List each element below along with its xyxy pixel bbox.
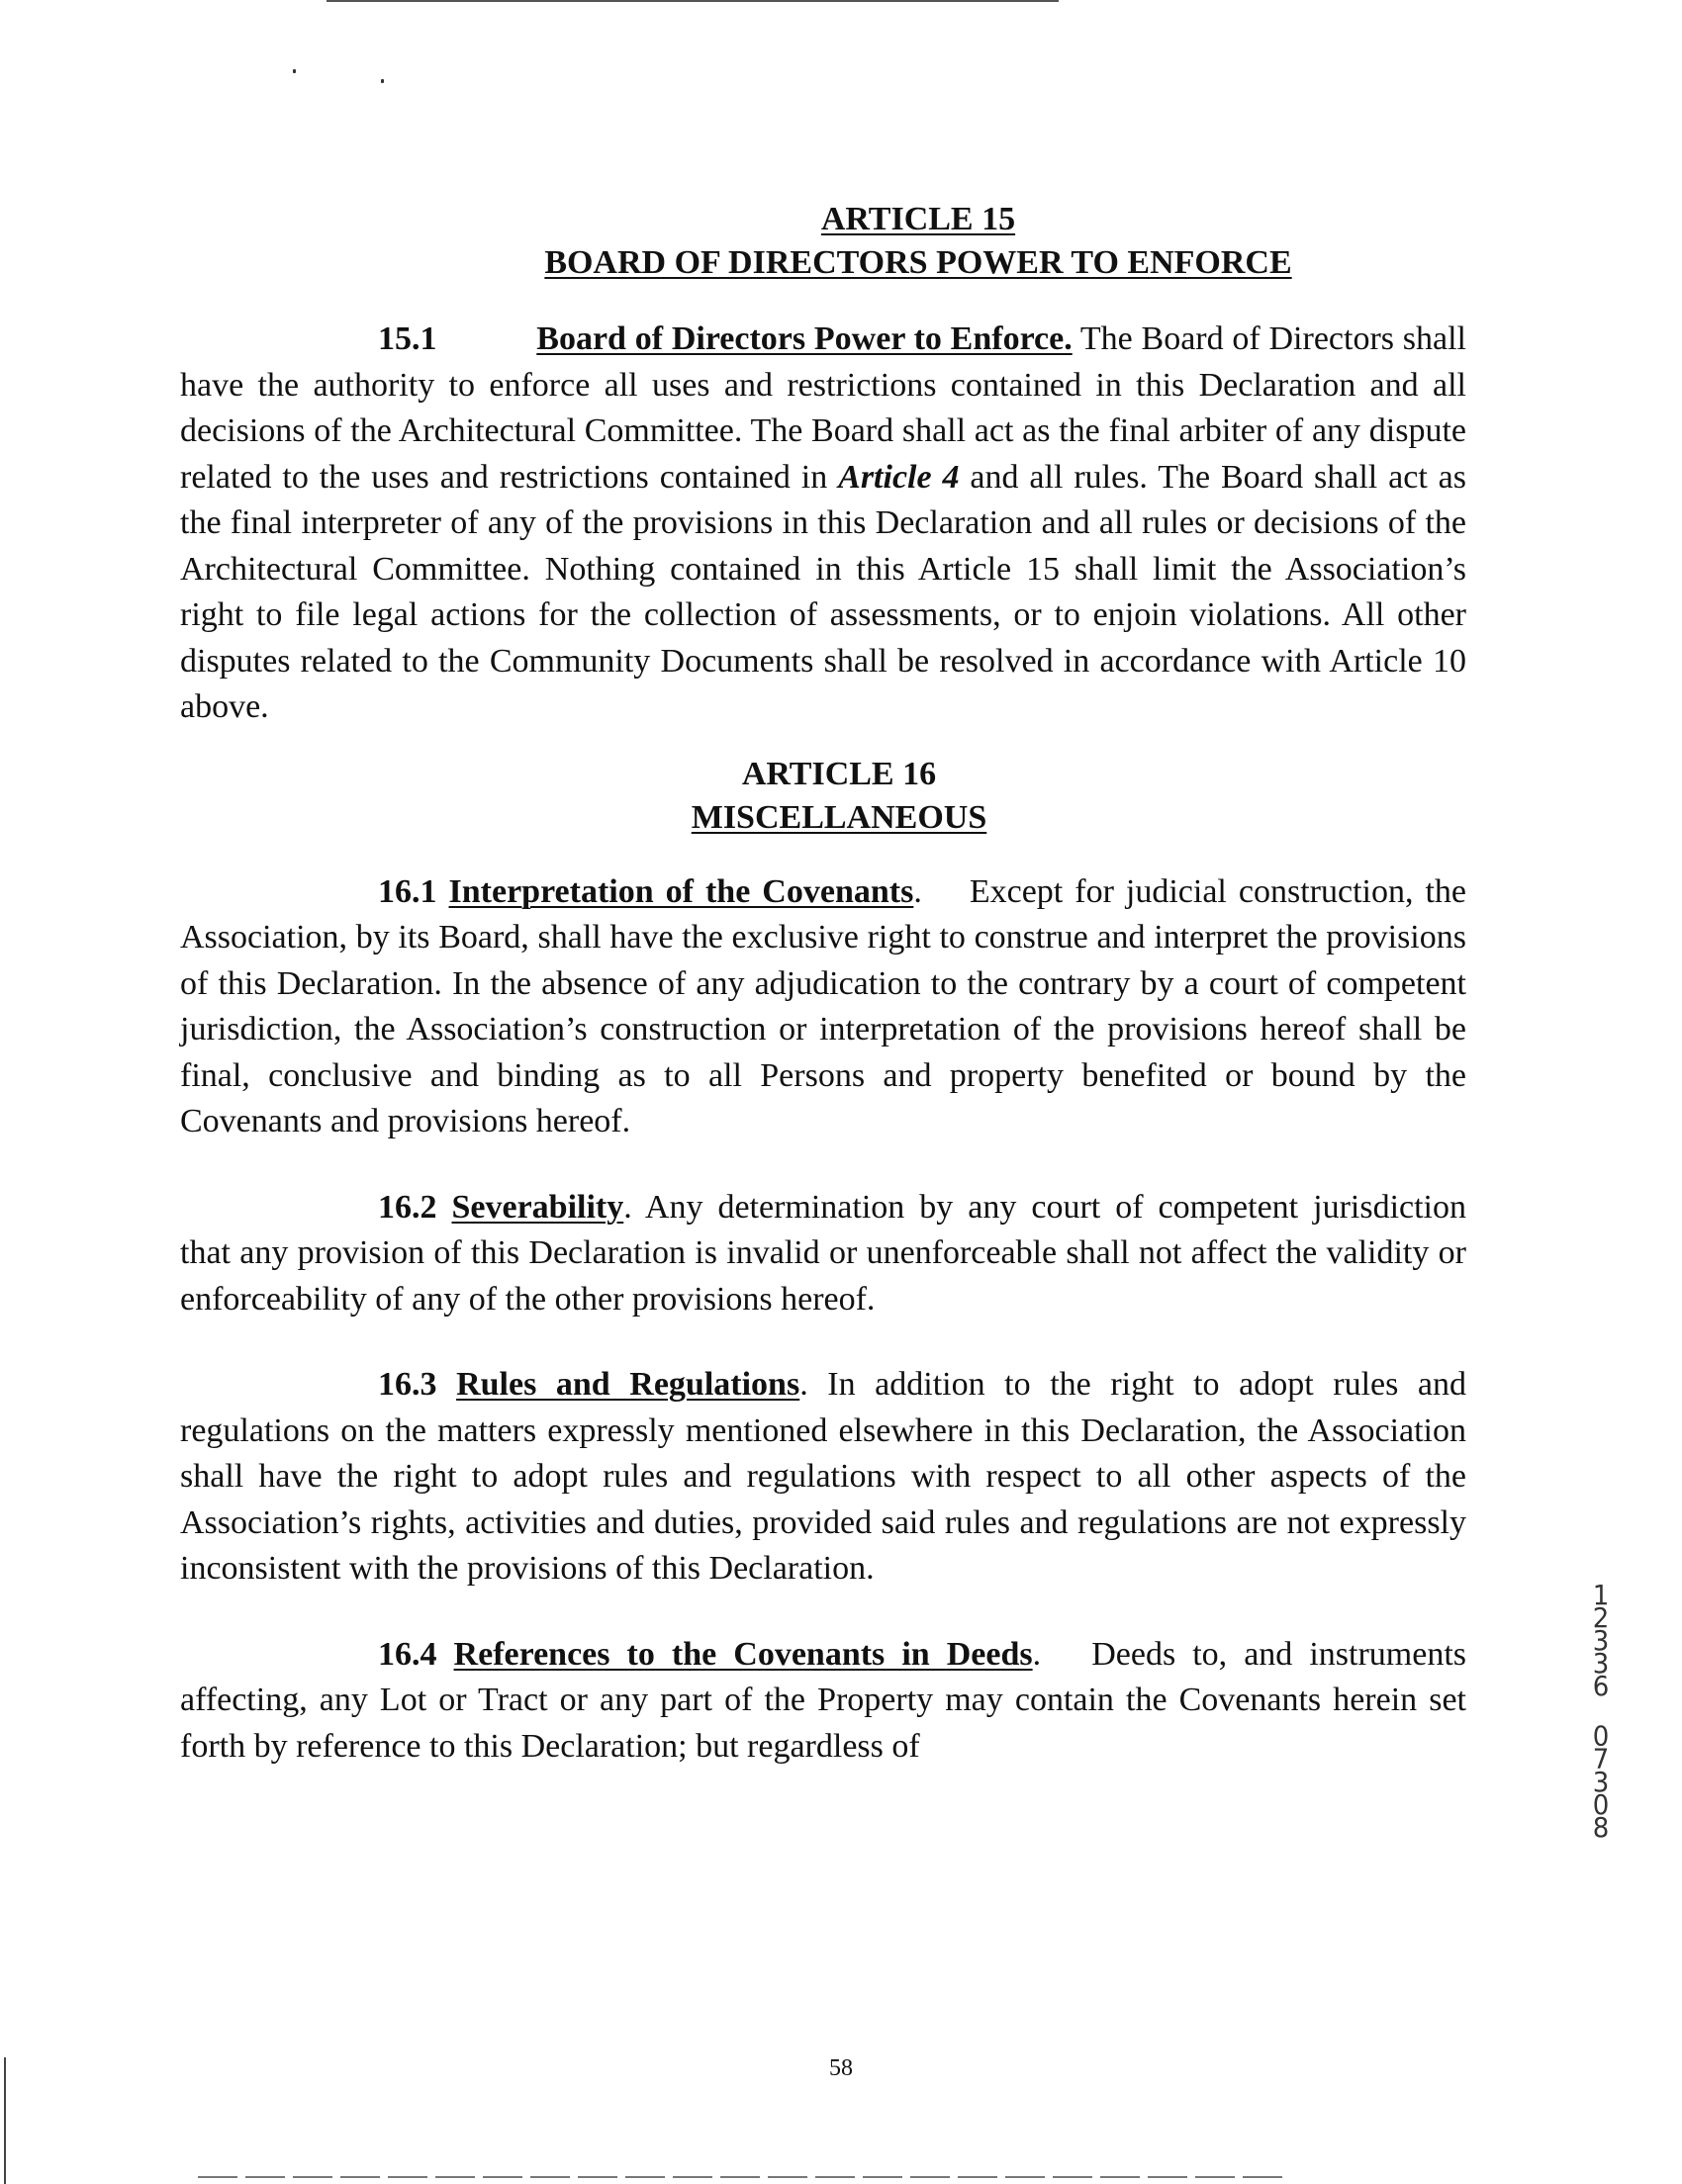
scan-speck bbox=[381, 79, 384, 83]
margin-recording-stamp bbox=[1588, 1580, 1614, 1845]
section-16-4-title: References to the Covenants in Deeds bbox=[453, 1635, 1033, 1673]
stamp-digit: 8 bbox=[1592, 1812, 1610, 1845]
scan-artifact-bottom bbox=[198, 2176, 1286, 2178]
section-16-2-title: Severability bbox=[451, 1188, 624, 1226]
section-15-1-title: Board of Directors Power to Enforce. bbox=[536, 320, 1073, 357]
stamp-digit: 3 bbox=[1592, 1648, 1610, 1681]
stamp-digit: 0 bbox=[1592, 1721, 1610, 1753]
stamp-digit: 7 bbox=[1592, 1744, 1610, 1776]
section-15-1 bbox=[180, 317, 1466, 731]
article-16-title: MISCELLANEOUS bbox=[691, 798, 987, 836]
stamp-digit: 6 bbox=[1592, 1672, 1610, 1703]
section-16-1-title: Interpretation of the Covenants bbox=[448, 872, 914, 910]
stamp-digit: 1 bbox=[1592, 1580, 1610, 1612]
article-15-label: ARTICLE 15 bbox=[820, 201, 1016, 237]
section-16-1-number: 16.1 bbox=[378, 872, 437, 910]
document-page bbox=[180, 198, 1466, 1770]
section-16-3-text: In addition to the right to adopt rules and regulations on the matters expressly mentioned elsewhere in this Declaration, the Association shall have the right to adopt rules and regulations with respect to all other aspects of the Association’s rights, activities and duties, provided said rules and regulations are not expressly inconsistent with the provisions of this Declaration. bbox=[180, 1366, 1467, 1587]
section-16-2-number: 16.2 bbox=[378, 1188, 437, 1226]
section-16-3: 16.3 Rules and Regulations. In addition to the right to adopt rules and regulations on the matters expressly mentioned elsewhere in this Declaration, the Association shall have the right to adopt rules and regulations with respect to all other aspects of the Association’s rights, activities and duties, provided said rules and regulations are not expressly inconsistent with the provisions of this Declaration. bbox=[180, 1366, 1467, 1587]
section-15-1-text-b: and all rules. The Board shall act as the final interpreter of any of the provisions in this Declaration and all rules or decisions of the Architectural Committee. Nothing contained in this Article 15 shall limit the Association’s right to file legal actions for the collection of assessments, or to enjoin violations. All other disputes related to the Community Documents shall be resolved in accordance with Article 10 above. bbox=[180, 458, 1467, 725]
section-16-4: 16.4 References to the Covenants in Deeds. Deeds to, and instruments affecting, any Lot or Tract or any part of the Property may contain the Covenants herein set forth by reference to this Declaration; but regardless of bbox=[180, 1635, 1467, 1765]
section-16-2: 16.2 Severability. Any determination by any court of competent jurisdiction that any provision of this Declaration is invalid or unenforceable shall not affect the validity or enforceability of any of the other provisions hereof. bbox=[180, 1188, 1467, 1318]
article-15-title: BOARD OF DIRECTORS POWER TO ENFORCE bbox=[544, 244, 1292, 281]
section-16-4-number: 16.4 bbox=[378, 1635, 437, 1673]
section-15-1-text-a: The Board of Directors shall have the authority to enforce all uses and restrictions contained in this Declaration and all decisions of the Architectural Committee. The Board shall act as the final arbiter of any dispute related to the uses and restrictions contained in bbox=[180, 320, 1466, 496]
section-15-1-article-ref: Article 4 bbox=[838, 458, 960, 496]
section-16-1: 16.1 Interpretation of the Covenants. Except for judicial construction, the Association, by its Board, shall have the exclusive right to construe and interpret the provisions of this Declaration. In the absence of any adjudication to the contrary by a court of competent jurisdiction, the Association’s construction or interpretation of the provisions hereof shall be final, conclusive and binding as to all Persons and property benefited or bound by the Covenants and provisions hereof. bbox=[180, 872, 1467, 1139]
section-16-2-text: Any determination by any court of competent jurisdiction that any provision of this Declaration is invalid or unenforceable shall not affect the validity or enforceability of any of the other provisions hereof. bbox=[180, 1188, 1467, 1318]
section-15-1-number: 15.1 bbox=[378, 320, 437, 357]
scan-artifact-top bbox=[327, 0, 1059, 2]
stamp-digit: 3 bbox=[1592, 1767, 1610, 1799]
scan-speck bbox=[293, 69, 296, 73]
page-number: 58 bbox=[829, 2055, 853, 2081]
section-16-3-number: 16.3 bbox=[378, 1366, 437, 1403]
article-15-heading bbox=[180, 198, 1466, 285]
section-16-1-text: Except for judicial construction, the Association, by its Board, shall have the exclusive right to construe and interpret the provisions of this Declaration. In the absence of any adjudication to the contrary by a court of competent jurisdiction, the Association’s construction or interpretation of the provisions hereof shall be final, conclusive and binding as to all Persons and property benefited or bound by the Covenants and provisions hereof. bbox=[180, 872, 1467, 1139]
section-16-4-text: Deeds to, and instruments affecting, any Lot or Tract or any part of the Property may contain the Covenants herein set forth by reference to this Declaration; but regardless of bbox=[180, 1635, 1467, 1765]
article-16-label: ARTICLE 16 bbox=[741, 755, 937, 792]
section-16-3-title: Rules and Regulations bbox=[456, 1366, 800, 1403]
article-16-heading bbox=[180, 753, 1466, 840]
stamp-digit: 3 bbox=[1592, 1625, 1610, 1658]
stamp-digit: 0 bbox=[1592, 1789, 1610, 1822]
stamp-digit: 2 bbox=[1592, 1602, 1610, 1635]
